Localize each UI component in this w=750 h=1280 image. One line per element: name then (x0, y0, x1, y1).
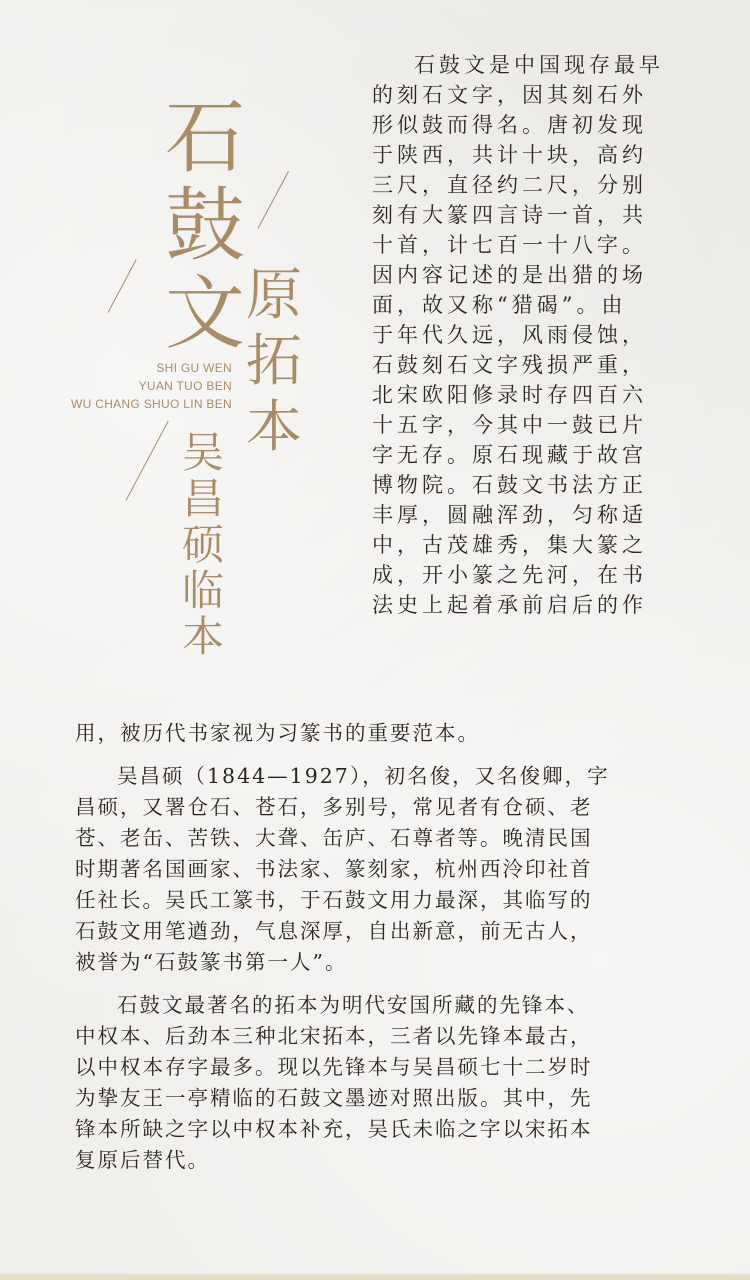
text-line: 中权本、后劲本三种北宋拓本，三者以先锋本最古， (75, 1024, 593, 1048)
text-line: 用，被历代书家视为习篆书的重要范本。 (75, 721, 480, 745)
text-line: 复原后替代。 (75, 1148, 210, 1172)
title-char: 鼓 (165, 179, 245, 272)
text-line: 于年代久远，风雨侵蚀， (372, 323, 647, 347)
text-line: 三尺，直径约二尺，分别 (372, 173, 647, 197)
author-char: 临 (181, 566, 224, 615)
text-line: 刻有大篆四言诗一首，共 (372, 203, 647, 227)
title-block (0, 0, 360, 700)
text-line: 面，故又称“猎碣”。由 (372, 293, 627, 317)
paragraph (75, 990, 680, 1176)
text-line: 为挚友王一亭精临的石鼓文墨迹对照出版。其中，先 (75, 1086, 593, 1110)
author-char: 硕 (181, 520, 224, 569)
text-line: 昌硕，又署仓石、苍石，多别号，常见者有仓硕、老 (75, 795, 593, 819)
text-line: 北宋欧阳修录时存四百六 (372, 383, 647, 407)
text-line: 字无存。原石现藏于故宫 (372, 443, 647, 467)
subtitle-char: 原 (246, 263, 302, 328)
text-line: 法史上起着承前启后的作 (372, 593, 647, 617)
text-line: 石鼓文是中国现存最早 (414, 53, 664, 77)
text-line: 锋本所缺之字以中权本补充，吴氏未临之字以宋拓本 (75, 1117, 593, 1141)
text-line: 石鼓刻石文字残损严重， (372, 353, 647, 377)
decorative-line (108, 259, 137, 312)
title-char: 石 (165, 91, 245, 184)
text-line: 石鼓文最著名的拓本为明代安国所藏的先锋本、 (117, 993, 590, 1017)
author-char: 昌 (181, 474, 224, 523)
text-line: 因内容记述的是出猎的场 (372, 263, 647, 287)
text-line: 时期著名国画家、书法家、篆刻家，杭州西泠印社首 (75, 857, 593, 881)
pinyin-line: YUAN TUO BEN (138, 379, 232, 393)
title-char: 文 (165, 267, 245, 360)
text-line: 被誉为“石鼓篆书第一人”。 (75, 950, 348, 974)
text-line: 形似鼓而得名。唐初发现 (372, 113, 647, 137)
paragraph (75, 718, 680, 749)
text-line: 成，开小篆之先河，在书 (372, 563, 647, 587)
text-line: 以中权本存字最多。现以先锋本与吴昌硕七十二岁时 (75, 1055, 593, 1079)
bottom-bar (0, 1274, 750, 1280)
subtitle-char: 本 (246, 395, 302, 460)
subtitle-char: 拓 (246, 329, 302, 394)
text-line: 苍、老缶、苦铁、大聋、缶庐、石尊者等。晚清民国 (75, 826, 593, 850)
pinyin-line: WU CHANG SHUO LIN BEN (71, 397, 232, 411)
text-line: 的刻石文字，因其刻石外 (372, 83, 647, 107)
text-line: 任社长。吴氏工篆书，于石鼓文用力最深，其临写的 (75, 888, 593, 912)
paragraph (75, 761, 680, 978)
author-char: 吴 (181, 428, 224, 477)
decorative-line (126, 421, 169, 501)
author-char: 本 (181, 612, 224, 661)
decorative-line (258, 171, 289, 229)
text-line: 吴昌硕（1844—1927），初名俊，又名俊卿，字 (117, 764, 610, 788)
text-line: 中，古茂雄秀，集大篆之 (372, 533, 647, 557)
text-line: 石鼓文用笔遒劲，气息深厚，自出新意，前无古人， (75, 919, 593, 943)
text-line: 博物院。石鼓文书法方正 (372, 473, 647, 497)
body-text (75, 718, 680, 1188)
text-line: 十五字，今其中一鼓已片 (372, 413, 647, 437)
intro-paragraph (372, 50, 682, 620)
text-line: 丰厚，圆融浑劲，匀称适 (372, 503, 647, 527)
text-line: 于陕西，共计十块，高约 (372, 143, 647, 167)
text-line: 十首，计七百一十八字。 (372, 233, 647, 257)
pinyin-line: SHI GU WEN (156, 361, 232, 375)
